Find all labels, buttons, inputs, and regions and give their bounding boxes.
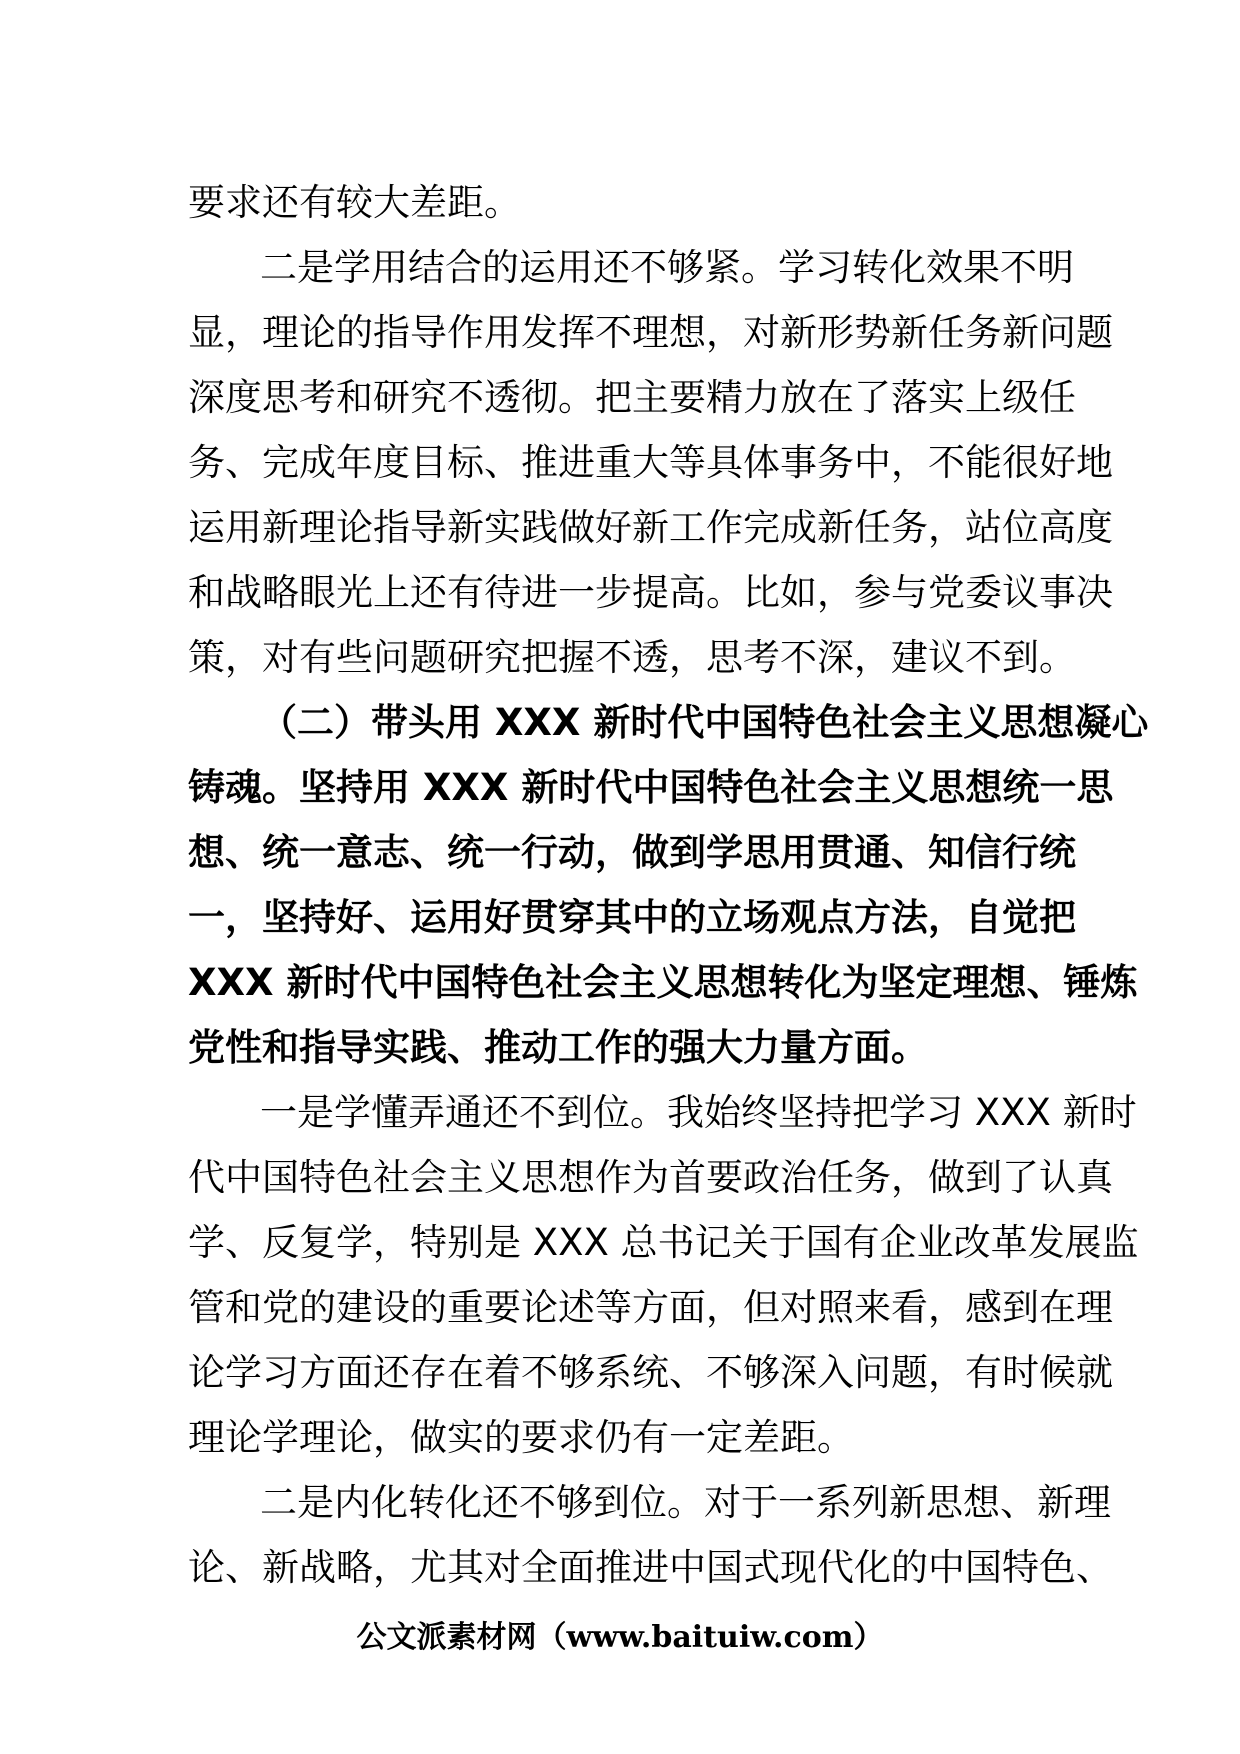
- paragraph-line: 显，理论的指导作用发挥不理想，对新形势新任务新问题: [188, 311, 1113, 354]
- paragraph-line: 二是学用结合的运用还不够紧。学习转化效果不明: [260, 246, 1074, 289]
- section-heading-line: 一，坚持好、运用好贯穿其中的立场观点方法，自觉把: [188, 896, 1076, 939]
- paragraph-line: 运用新理论指导新实践做好新工作完成新任务，站位高度: [188, 506, 1113, 549]
- paragraph-line: 代中国特色社会主义思想作为首要政治任务，做到了认真: [188, 1156, 1113, 1199]
- paragraph-line: 理论学理论，做实的要求仍有一定差距。: [188, 1416, 854, 1459]
- paragraph-line: 二是内化转化还不够到位。对于一系列新思想、新理: [260, 1481, 1111, 1524]
- paragraph-line: 策，对有些问题研究把握不透，思考不深，建议不到。: [188, 636, 1076, 679]
- paragraph-line: 和战略眼光上还有待进一步提高。比如，参与党委议事决: [188, 571, 1113, 614]
- paragraph-line: 深度思考和研究不透彻。把主要精力放在了落实上级任: [188, 376, 1076, 419]
- paragraph-line: 论学习方面还存在着不够系统、不够深入问题，有时候就: [188, 1351, 1113, 1394]
- paragraph-line: 论、新战略，尤其对全面推进中国式现代化的中国特色、: [188, 1546, 1113, 1589]
- paragraph-line: 学、反复学，特别是 XXX 总书记关于国有企业改革发展监: [188, 1221, 1139, 1264]
- section-heading-line: XXX 新时代中国特色社会主义思想转化为坚定理想、锤炼: [188, 961, 1138, 1004]
- section-heading-line: 党性和指导实践、推动工作的强大力量方面。: [188, 1026, 928, 1069]
- section-heading-line: 想、统一意志、统一行动，做到学思用贯通、知信行统: [188, 831, 1076, 874]
- document-body: [188, 170, 1149, 1600]
- paragraph-line: 务、完成年度目标、推进重大等具体事务中，不能很好地: [188, 441, 1113, 484]
- section-heading-line: （二）带头用 XXX 新时代中国特色社会主义思想凝心: [260, 701, 1149, 744]
- paragraph-line: 一是学懂弄通还不到位。我始终坚持把学习 XXX 新时: [260, 1091, 1137, 1134]
- paragraph-line: 管和党的建设的重要论述等方面，但对照来看，感到在理: [188, 1286, 1113, 1329]
- section-heading-line: 铸魂。坚持用 XXX 新时代中国特色社会主义思想统一思: [188, 766, 1114, 809]
- footer-watermark: 公文派素材网（www.baituiw.com）: [356, 1620, 884, 1655]
- paragraph-line: 要求还有较大差距。: [188, 181, 521, 224]
